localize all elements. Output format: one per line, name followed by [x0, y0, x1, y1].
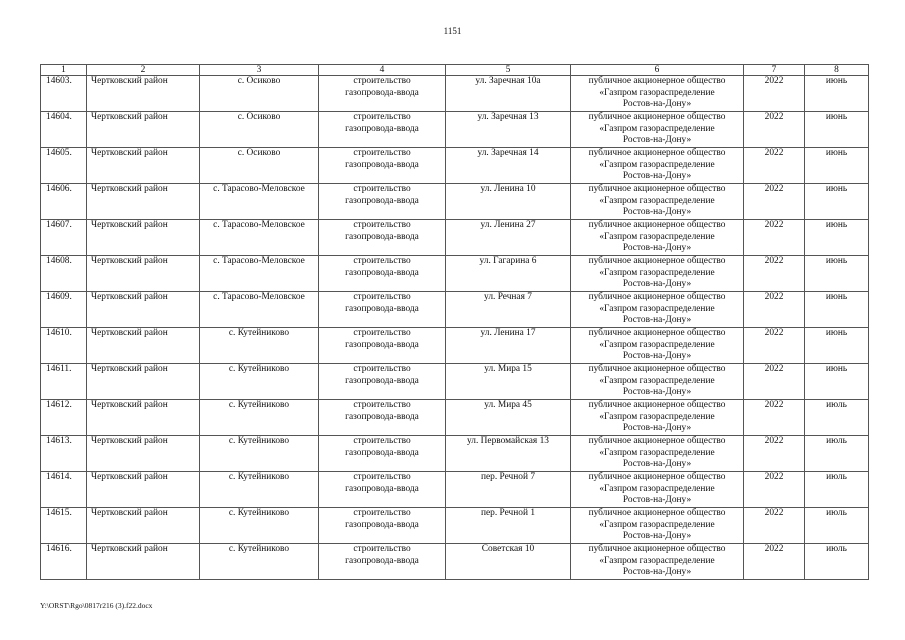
district-cell: Чертковский район: [87, 508, 200, 544]
work-type-cell-line: строительство: [353, 220, 411, 230]
organization-cell-line: «Газпром газораспределение: [599, 519, 715, 530]
organization-cell-line: публичное акционерное общество: [588, 472, 726, 482]
column-header: 3: [200, 65, 319, 76]
row-number: 14609.: [41, 292, 87, 328]
work-type-cell-line: строительство: [353, 76, 411, 86]
row-number: 14615.: [41, 508, 87, 544]
work-type-cell: [319, 328, 446, 364]
organization-cell: [571, 508, 744, 544]
column-header: 2: [87, 65, 200, 76]
column-header: 8: [805, 65, 869, 76]
district-cell: Чертковский район: [87, 256, 200, 292]
month-cell: июль: [805, 436, 869, 472]
work-type-cell-line: строительство: [353, 148, 411, 158]
organization-cell-line: «Газпром газораспределение: [599, 483, 715, 494]
organization-cell: [571, 292, 744, 328]
organization-cell-line: «Газпром газораспределение: [599, 195, 715, 206]
settlement-cell: с. Осиково: [200, 148, 319, 184]
work-type-cell-line: газопровода-ввода: [345, 267, 419, 278]
work-type-cell: [319, 112, 446, 148]
work-type-cell: [319, 400, 446, 436]
organization-cell-line: Ростов-на-Дону»: [622, 567, 692, 577]
work-type-cell-line: газопровода-ввода: [345, 519, 419, 530]
work-type-cell: [319, 544, 446, 580]
work-type-cell-line: газопровода-ввода: [345, 447, 419, 458]
month-cell: июнь: [805, 364, 869, 400]
district-cell: Чертковский район: [87, 112, 200, 148]
organization-cell-line: «Газпром газораспределение: [599, 555, 715, 566]
organization-cell-line: публичное акционерное общество: [588, 292, 726, 302]
work-type-cell-line: строительство: [353, 472, 411, 482]
work-type-cell-line: строительство: [353, 112, 411, 122]
district-cell: Чертковский район: [87, 76, 200, 112]
district-cell: Чертковский район: [87, 364, 200, 400]
month-cell: июнь: [805, 220, 869, 256]
organization-cell: [571, 256, 744, 292]
district-cell: Чертковский район: [87, 436, 200, 472]
address-cell: ул. Мира 45: [446, 400, 571, 436]
table-row: [41, 472, 869, 508]
row-number: 14605.: [41, 148, 87, 184]
work-type-cell-line: газопровода-ввода: [345, 375, 419, 386]
organization-cell-line: Ростов-на-Дону»: [622, 135, 692, 145]
organization-cell-line: публичное акционерное общество: [588, 364, 726, 374]
work-type-cell-line: строительство: [353, 400, 411, 410]
year-cell: 2022: [744, 148, 805, 184]
work-type-cell-line: газопровода-ввода: [345, 123, 419, 134]
work-type-cell-line: строительство: [353, 544, 411, 554]
year-cell: 2022: [744, 436, 805, 472]
organization-cell-line: Ростов-на-Дону»: [622, 495, 692, 505]
address-cell: ул. Гагарина 6: [446, 256, 571, 292]
organization-cell-line: Ростов-на-Дону»: [622, 279, 692, 289]
organization-cell-line: публичное акционерное общество: [588, 76, 726, 86]
work-type-cell: [319, 436, 446, 472]
district-cell: Чертковский район: [87, 292, 200, 328]
organization-cell-line: публичное акционерное общество: [588, 436, 726, 446]
header-row: [41, 65, 869, 76]
table-row: [41, 544, 869, 580]
organization-cell: [571, 436, 744, 472]
work-type-cell: [319, 76, 446, 112]
table-row: [41, 148, 869, 184]
month-cell: июль: [805, 400, 869, 436]
work-type-cell-line: строительство: [353, 256, 411, 266]
table-row: [41, 508, 869, 544]
district-cell: Чертковский район: [87, 184, 200, 220]
year-cell: 2022: [744, 328, 805, 364]
organization-cell-line: «Газпром газораспределение: [599, 411, 715, 422]
work-type-cell-line: строительство: [353, 292, 411, 302]
row-number: 14603.: [41, 76, 87, 112]
organization-cell-line: публичное акционерное общество: [588, 256, 726, 266]
year-cell: 2022: [744, 364, 805, 400]
settlement-cell: с. Кутейниково: [200, 472, 319, 508]
work-type-cell: [319, 256, 446, 292]
settlement-cell: с. Кутейниково: [200, 508, 319, 544]
table-body: [41, 76, 869, 580]
row-number: 14606.: [41, 184, 87, 220]
year-cell: 2022: [744, 76, 805, 112]
address-cell: ул. Первомайская 13: [446, 436, 571, 472]
settlement-cell: с. Кутейниково: [200, 400, 319, 436]
work-type-cell-line: газопровода-ввода: [345, 231, 419, 242]
organization-cell-line: «Газпром газораспределение: [599, 447, 715, 458]
table-row: [41, 112, 869, 148]
data-table: [40, 64, 869, 580]
year-cell: 2022: [744, 220, 805, 256]
column-header: 4: [319, 65, 446, 76]
table-row: [41, 76, 869, 112]
work-type-cell: [319, 292, 446, 328]
settlement-cell: с. Кутейниково: [200, 364, 319, 400]
organization-cell-line: Ростов-на-Дону»: [622, 531, 692, 541]
organization-cell-line: «Газпром газораспределение: [599, 375, 715, 386]
year-cell: 2022: [744, 256, 805, 292]
settlement-cell: с. Кутейниково: [200, 328, 319, 364]
organization-cell: [571, 400, 744, 436]
work-type-cell-line: строительство: [353, 364, 411, 374]
column-header: 6: [571, 65, 744, 76]
organization-cell: [571, 148, 744, 184]
table-row: [41, 436, 869, 472]
address-cell: пер. Речной 1: [446, 508, 571, 544]
address-cell: ул. Мира 15: [446, 364, 571, 400]
organization-cell: [571, 184, 744, 220]
work-type-cell-line: строительство: [353, 184, 411, 194]
organization-cell: [571, 328, 744, 364]
organization-cell: [571, 76, 744, 112]
organization-cell-line: «Газпром газораспределение: [599, 123, 715, 134]
organization-cell: [571, 544, 744, 580]
organization-cell-line: публичное акционерное общество: [588, 544, 726, 554]
organization-cell-line: Ростов-на-Дону»: [622, 315, 692, 325]
address-cell: ул. Заречная 14: [446, 148, 571, 184]
year-cell: 2022: [744, 184, 805, 220]
organization-cell-line: «Газпром газораспределение: [599, 159, 715, 170]
column-header: 1: [41, 65, 87, 76]
table-row: [41, 400, 869, 436]
month-cell: июнь: [805, 148, 869, 184]
settlement-cell: с. Тарасово-Меловское: [200, 292, 319, 328]
organization-cell-line: публичное акционерное общество: [588, 220, 726, 230]
month-cell: июль: [805, 544, 869, 580]
organization-cell-line: публичное акционерное общество: [588, 148, 726, 158]
row-number: 14616.: [41, 544, 87, 580]
work-type-cell-line: газопровода-ввода: [345, 195, 419, 206]
address-cell: ул. Заречная 10а: [446, 76, 571, 112]
year-cell: 2022: [744, 112, 805, 148]
organization-cell-line: «Газпром газораспределение: [599, 267, 715, 278]
month-cell: июнь: [805, 292, 869, 328]
settlement-cell: с. Кутейниково: [200, 544, 319, 580]
organization-cell: [571, 364, 744, 400]
work-type-cell-line: газопровода-ввода: [345, 411, 419, 422]
address-cell: ул. Ленина 17: [446, 328, 571, 364]
work-type-cell-line: газопровода-ввода: [345, 303, 419, 314]
organization-cell-line: «Газпром газораспределение: [599, 339, 715, 350]
district-cell: Чертковский район: [87, 400, 200, 436]
row-number: 14608.: [41, 256, 87, 292]
organization-cell-line: публичное акционерное общество: [588, 400, 726, 410]
organization-cell-line: Ростов-на-Дону»: [622, 351, 692, 361]
month-cell: июнь: [805, 184, 869, 220]
organization-cell-line: «Газпром газораспределение: [599, 303, 715, 314]
settlement-cell: с. Осиково: [200, 112, 319, 148]
settlement-cell: с. Тарасово-Меловское: [200, 184, 319, 220]
work-type-cell-line: газопровода-ввода: [345, 555, 419, 566]
organization-cell-line: публичное акционерное общество: [588, 184, 726, 194]
work-type-cell-line: строительство: [353, 436, 411, 446]
organization-cell: [571, 220, 744, 256]
year-cell: 2022: [744, 508, 805, 544]
district-cell: Чертковский район: [87, 220, 200, 256]
organization-cell-line: Ростов-на-Дону»: [622, 387, 692, 397]
settlement-cell: с. Осиково: [200, 76, 319, 112]
column-header: 7: [744, 65, 805, 76]
month-cell: июнь: [805, 76, 869, 112]
organization-cell-line: публичное акционерное общество: [588, 328, 726, 338]
row-number: 14610.: [41, 328, 87, 364]
month-cell: июнь: [805, 112, 869, 148]
work-type-cell-line: газопровода-ввода: [345, 339, 419, 350]
organization-cell-line: Ростов-на-Дону»: [622, 207, 692, 217]
work-type-cell-line: газопровода-ввода: [345, 87, 419, 98]
table-row: [41, 184, 869, 220]
row-number: 14604.: [41, 112, 87, 148]
settlement-cell: с. Тарасово-Меловское: [200, 256, 319, 292]
district-cell: Чертковский район: [87, 544, 200, 580]
file-path-footer: Y:\ORST\Rgo\0817r216 (3).f22.docx: [40, 601, 153, 610]
month-cell: июль: [805, 508, 869, 544]
row-number: 14607.: [41, 220, 87, 256]
organization-cell-line: Ростов-на-Дону»: [622, 99, 692, 109]
work-type-cell: [319, 184, 446, 220]
organization-cell: [571, 112, 744, 148]
settlement-cell: с. Тарасово-Меловское: [200, 220, 319, 256]
address-cell: ул. Ленина 10: [446, 184, 571, 220]
organization-cell-line: публичное акционерное общество: [588, 508, 726, 518]
table-row: [41, 328, 869, 364]
district-cell: Чертковский район: [87, 148, 200, 184]
page-number: 1151: [443, 26, 462, 36]
row-number: 14613.: [41, 436, 87, 472]
month-cell: июль: [805, 472, 869, 508]
organization-cell-line: публичное акционерное общество: [588, 112, 726, 122]
work-type-cell-line: газопровода-ввода: [345, 159, 419, 170]
address-cell: Советская 10: [446, 544, 571, 580]
organization-cell-line: Ростов-на-Дону»: [622, 171, 692, 181]
district-cell: Чертковский район: [87, 328, 200, 364]
year-cell: 2022: [744, 400, 805, 436]
address-cell: ул. Ленина 27: [446, 220, 571, 256]
work-type-cell: [319, 472, 446, 508]
settlement-cell: с. Кутейниково: [200, 436, 319, 472]
district-cell: Чертковский район: [87, 472, 200, 508]
organization-cell-line: Ростов-на-Дону»: [622, 459, 692, 469]
organization-cell-line: Ростов-на-Дону»: [622, 243, 692, 253]
table-row: [41, 292, 869, 328]
table-row: [41, 256, 869, 292]
work-type-cell-line: строительство: [353, 508, 411, 518]
row-number: 14612.: [41, 400, 87, 436]
organization-cell-line: «Газпром газораспределение: [599, 231, 715, 242]
work-type-cell-line: строительство: [353, 328, 411, 338]
month-cell: июнь: [805, 256, 869, 292]
year-cell: 2022: [744, 472, 805, 508]
row-number: 14611.: [41, 364, 87, 400]
organization-cell-line: «Газпром газораспределение: [599, 87, 715, 98]
work-type-cell: [319, 148, 446, 184]
table-row: [41, 220, 869, 256]
month-cell: июнь: [805, 328, 869, 364]
row-number: 14614.: [41, 472, 87, 508]
organization-cell: [571, 472, 744, 508]
address-cell: пер. Речной 7: [446, 472, 571, 508]
organization-cell-line: Ростов-на-Дону»: [622, 423, 692, 433]
year-cell: 2022: [744, 292, 805, 328]
table-row: [41, 364, 869, 400]
column-header: 5: [446, 65, 571, 76]
address-cell: ул. Речная 7: [446, 292, 571, 328]
year-cell: 2022: [744, 544, 805, 580]
work-type-cell: [319, 220, 446, 256]
work-type-cell: [319, 364, 446, 400]
work-type-cell: [319, 508, 446, 544]
address-cell: ул. Заречная 13: [446, 112, 571, 148]
work-type-cell-line: газопровода-ввода: [345, 483, 419, 494]
